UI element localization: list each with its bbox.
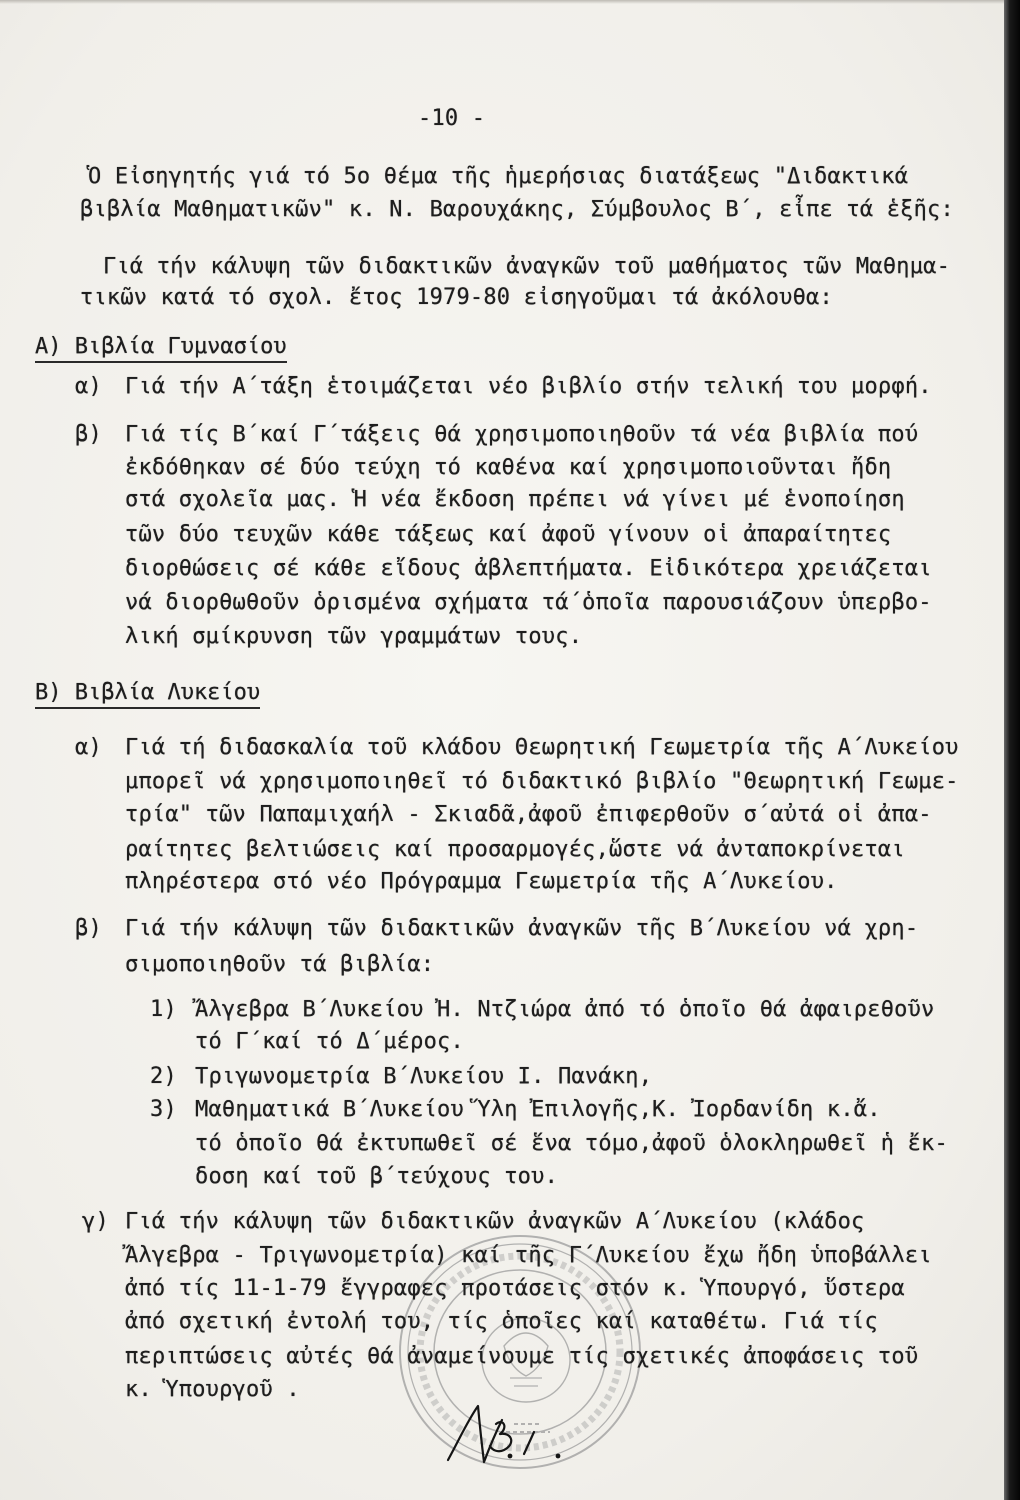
- item-line: Γιά τήν κάλυψη τῶν διδακτικῶν ἀναγκῶν τῆς Β΄Λυκείου νά χρη-: [125, 916, 919, 941]
- item-line: περιπτώσεις αὐτές θά ἀναμείνουμε τίς σχετικές ἀποφάσεις τοῦ: [125, 1344, 919, 1369]
- section-heading-gymnasium: Α) Βιβλία Γυμνασίου: [35, 336, 287, 363]
- item-label: α): [75, 374, 102, 399]
- item-line: ἐκδόθηκαν σέ δύο τεύχη τό καθένα καί χρησιμοποιοῦνται ἤδη: [125, 455, 892, 480]
- item-line: Γιά τήν Α΄τάξη ἑτοιμάζεται νέο βιβλίο στήν τελική του μορφή.: [125, 374, 932, 399]
- book-line: τό Γ΄καί τό Δ΄μέρος.: [195, 1029, 464, 1054]
- item-line: λική σμίκρυνση τῶν γραμμάτων τους.: [125, 624, 583, 649]
- item-line: κ. Ὑπουργοῦ .: [125, 1377, 300, 1402]
- item-line: Ἄλγεβρα - Τριγωνομετρία) καί τῆς Γ΄Λυκείου ἔχω ἤδη ὑποβάλλει: [125, 1243, 932, 1268]
- intro-line: Ὁ Εἰσηγητής γιά τό 5ο θέμα τῆς ἡμερήσιας διατάξεως "Διδακτικά: [88, 164, 909, 189]
- section-heading-lyceum: Β) Βιβλία Λυκείου: [35, 682, 260, 709]
- book-line: δοση καί τοῦ β΄τεύχους του.: [195, 1164, 559, 1189]
- item-line: σιμοποιηθοῦν τά βιβλία:: [125, 952, 435, 977]
- book-label: 3): [150, 1097, 177, 1122]
- item-line: νά διορθωθοῦν ὁρισμένα σχήματα τά΄ὁποῖα παρουσιάζουν ὑπερβο-: [125, 590, 932, 615]
- paragraph-line: Γιά τήν κάλυψη τῶν διδακτικῶν ἀναγκῶν τοῦ μαθήματος τῶν Μαθημα-: [103, 254, 951, 279]
- paragraph-line: τικῶν κατά τό σχολ. ἔτος 1979-80 εἰσηγοῦμαι τά ἀκόλουθα:: [80, 285, 833, 310]
- item-line: στά σχολεῖα μας. Ἡ νέα ἔκδοση πρέπει νά γίνει μέ ἑνοποίηση: [125, 487, 905, 512]
- scan-edge-right: [1004, 0, 1020, 1500]
- item-line: τρία" τῶν Παπαμιχαήλ - Σκιαδᾶ,ἀφοῦ ἐπιφερθοῦν σ΄αὐτά οἱ ἀπα-: [125, 802, 932, 827]
- item-label: β): [75, 422, 102, 447]
- item-label: β): [75, 916, 102, 941]
- item-line: μπορεῖ νά χρησιμοποιηθεῖ τό διδακτικό βιβλίο "Θεωρητική Γεωμε-: [125, 769, 959, 794]
- book-label: 2): [150, 1064, 177, 1089]
- book-label: 1): [150, 997, 177, 1022]
- book-line: Μαθηματικά Β΄Λυκείου Ὕλη Ἐπιλογῆς,Κ. Ἰορδανίδη κ.ἄ.: [195, 1097, 881, 1122]
- scan-edge-top: [0, 0, 1020, 4]
- book-line: τό ὁποῖο θά ἐκτυπωθεῖ σέ ἕνα τόμο,ἀφοῦ ὁλοκληρωθεῖ ἡ ἔκ-: [195, 1131, 948, 1156]
- item-line: Γιά τίς Β΄καί Γ΄τάξεις θά χρησιμοποιηθοῦν τά νέα βιβλία πού: [125, 422, 919, 447]
- item-line: τῶν δύο τευχῶν κάθε τάξεως καί ἀφοῦ γίνουν οἱ ἀπαραίτητες: [125, 522, 892, 547]
- item-label: α): [75, 735, 102, 760]
- item-line: πληρέστερα στό νέο Πρόγραμμα Γεωμετρία τῆς Α΄Λυκείου.: [125, 869, 838, 894]
- item-line: ἀπό τίς 11-1-79 ἔγγραφες προτάσεις στόν κ. Ὑπουργό, ὕστερα: [125, 1276, 905, 1301]
- page-number: -10 -: [418, 106, 486, 131]
- book-line: Ἄλγεβρα Β΄Λυκείου Ἠ. Ντζιώρα ἀπό τό ὁποῖο θά ἀφαιρεθοῦν: [195, 997, 935, 1022]
- item-label: γ): [82, 1209, 109, 1234]
- intro-line: βιβλία Μαθηματικῶν" κ. Ν. Βαρουχάκης, Σύμβουλος Β΄, εἶπε τά ἑξῆς:: [80, 197, 954, 222]
- item-line: διορθώσεις σέ κάθε εἴδους ἀβλεπτήματα. Εἰδικότερα χρειάζεται: [125, 556, 932, 581]
- item-line: Γιά τήν κάλυψη τῶν διδακτικῶν ἀναγκῶν Α΄Λυκείου (κλάδος: [125, 1209, 865, 1234]
- handwritten-signature: [438, 1398, 588, 1478]
- item-line: ραίτητες βελτιώσεις καί προσαρμογές,ὥστε νά ἀνταποκρίνεται: [125, 837, 905, 862]
- book-line: Τριγωνομετρία Β΄Λυκείου Ι. Πανάκη,: [195, 1064, 653, 1089]
- item-line: ἀπό σχετική ἐντολή του, τίς ὁποῖες καί καταθέτω. Γιά τίς: [125, 1309, 878, 1334]
- item-line: Γιά τή διδασκαλία τοῦ κλάδου Θεωρητική Γεωμετρία τῆς Α΄Λυκείου: [125, 735, 959, 760]
